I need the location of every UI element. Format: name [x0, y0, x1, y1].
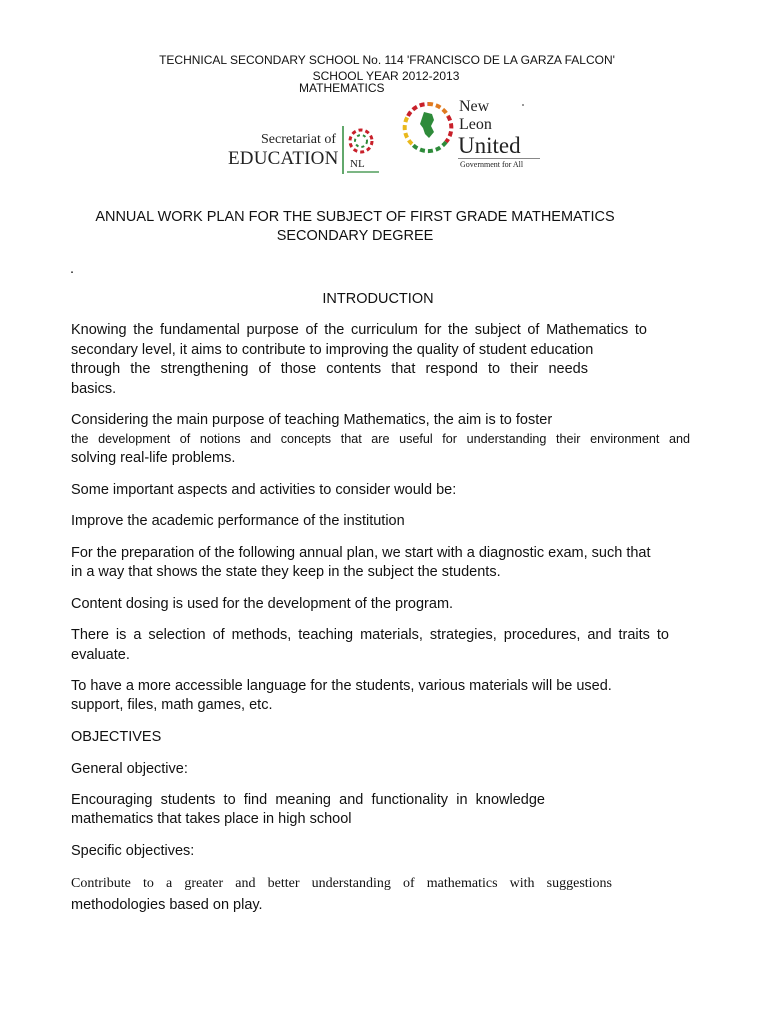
materials-paragraph-line: To have a more accessible language for the students, various materials will be used.	[71, 678, 612, 694]
intro-paragraph-line: through the strengthening of those contents that respond to their needs	[71, 361, 588, 377]
diagnostic-paragraph-line: For the preparation of the following annual plan, we start with a diagnostic exam, such that	[71, 545, 651, 561]
secretariat-label: Secretariat of	[261, 132, 337, 147]
purpose-paragraph-line: solving real-life problems.	[71, 450, 236, 466]
intro-paragraph-line: Knowing the fundamental purpose of the curriculum for the subject of Mathematics to	[71, 322, 647, 338]
purpose-paragraph-line: the development of notions and concepts that are useful for understanding their environment and	[71, 432, 690, 446]
specific-objective-line: methodologies based on play.	[71, 897, 263, 913]
introduction-heading: INTRODUCTION	[322, 291, 434, 307]
intro-paragraph-line: secondary level, it aims to contribute to improving the quality of student education	[71, 342, 594, 358]
new-label: New	[459, 98, 490, 115]
aspects-paragraph: Some important aspects and activities to consider would be:	[71, 482, 457, 498]
logo-underline	[458, 158, 540, 159]
header-school-name: TECHNICAL SECONDARY SCHOOL No. 114 'FRANCISCO DE LA GARZA FALCON'	[159, 53, 615, 67]
diagnostic-paragraph-line: in a way that shows the state they keep in the subject the students.	[71, 564, 501, 580]
new-leon-emblem-icon	[398, 98, 458, 156]
general-objective-line: mathematics that takes place in high school	[71, 811, 352, 827]
government-tagline: Government for All	[460, 160, 524, 169]
intro-paragraph-line: basics.	[71, 381, 117, 397]
united-label: United	[458, 133, 521, 158]
general-objective-line: Encouraging students to find meaning and functionality in knowledge	[71, 792, 545, 808]
specific-objectives-label: Specific objectives:	[71, 843, 195, 859]
document-title-line2: SECONDARY DEGREE	[276, 228, 434, 244]
header-subject: MATHEMATICS	[299, 81, 385, 95]
methods-paragraph-line: evaluate.	[71, 647, 130, 663]
dosing-paragraph: Content dosing is used for the development of the program.	[71, 596, 454, 612]
document-title-line1: ANNUAL WORK PLAN FOR THE SUBJECT OF FIRST GRADE MATHEMATICS	[95, 209, 615, 225]
stray-dot: .	[70, 261, 75, 277]
general-objective-label: General objective:	[71, 761, 188, 777]
objectives-heading: OBJECTIVES	[71, 729, 162, 745]
methods-paragraph-line: There is a selection of methods, teaching materials, strategies, procedures, and traits to	[71, 627, 669, 643]
logo-dot	[522, 104, 524, 106]
header-school-year: SCHOOL YEAR 2012-2013	[312, 69, 460, 83]
new-leon-united-logo	[398, 96, 548, 176]
leon-label: Leon	[459, 116, 492, 133]
nl-mark: NL	[350, 158, 365, 170]
specific-objective-line: Contribute to a greater and better understanding of mathematics with suggestions	[71, 876, 612, 891]
materials-paragraph-line: support, files, math games, etc.	[71, 697, 273, 713]
purpose-paragraph-line: Considering the main purpose of teaching Mathematics, the aim is to foster	[71, 412, 553, 428]
education-label: EDUCATION	[228, 148, 339, 169]
secretariat-education-logo	[226, 124, 386, 184]
improve-paragraph: Improve the academic performance of the institution	[71, 513, 405, 529]
